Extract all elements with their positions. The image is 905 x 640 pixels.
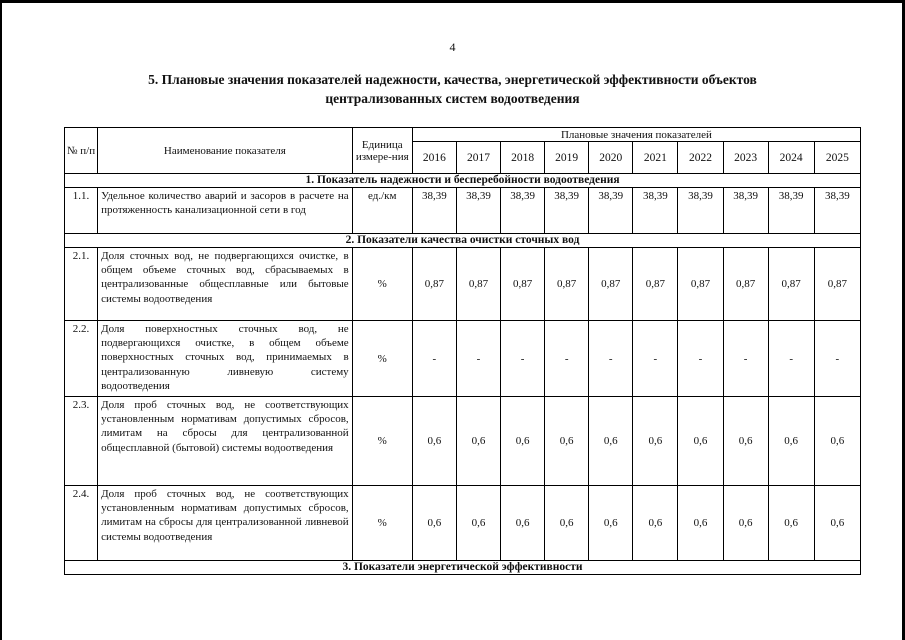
value-cell: 38,39 bbox=[814, 188, 860, 234]
row-number: 1.1. bbox=[65, 188, 98, 234]
value-cell: 0,6 bbox=[589, 397, 633, 486]
indicator-unit: % bbox=[352, 248, 412, 321]
value-cell: 38,39 bbox=[545, 188, 589, 234]
table-row bbox=[65, 188, 861, 234]
value-cell: 0,87 bbox=[633, 248, 678, 321]
section-heading: 1. Показатель надежности и бесперебойности водоотведения bbox=[65, 174, 861, 188]
header-year: 2025 bbox=[814, 142, 860, 174]
value-cell: 0,6 bbox=[768, 397, 814, 486]
value-cell: 0,6 bbox=[814, 486, 860, 561]
value-cell: 0,87 bbox=[589, 248, 633, 321]
value-cell: 0,6 bbox=[633, 486, 678, 561]
value-cell: 0,6 bbox=[723, 397, 768, 486]
row-number: 2.2. bbox=[65, 321, 98, 397]
header-unit: Единица измере-ния bbox=[352, 128, 412, 174]
value-cell: - bbox=[723, 321, 768, 397]
scan-border-top bbox=[0, 0, 905, 3]
value-cell: 38,39 bbox=[633, 188, 678, 234]
indicator-name: Доля поверхностных сточных вод, не подвергающихся очистке, в общем объеме поверхностных сточных вод, принимаемых в централизованную ливневую систему водоотведения bbox=[98, 321, 353, 397]
row-number: 2.1. bbox=[65, 248, 98, 321]
header-plan-values: Плановые значения показателей bbox=[412, 128, 860, 142]
value-cell: 0,6 bbox=[412, 486, 456, 561]
value-cell: - bbox=[768, 321, 814, 397]
value-cell: 38,39 bbox=[589, 188, 633, 234]
value-cell: - bbox=[589, 321, 633, 397]
value-cell: 0,6 bbox=[723, 486, 768, 561]
header-num: № п/п bbox=[65, 128, 98, 174]
value-cell: 0,87 bbox=[545, 248, 589, 321]
indicator-unit: % bbox=[352, 486, 412, 561]
value-cell: 0,6 bbox=[678, 397, 723, 486]
table-row bbox=[65, 486, 861, 561]
value-cell: 0,87 bbox=[501, 248, 545, 321]
value-cell: 0,6 bbox=[501, 397, 545, 486]
indicators-table bbox=[64, 127, 861, 575]
value-cell: 0,6 bbox=[768, 486, 814, 561]
value-cell: 0,6 bbox=[633, 397, 678, 486]
value-cell: 0,6 bbox=[501, 486, 545, 561]
row-number: 2.3. bbox=[65, 397, 98, 486]
value-cell: - bbox=[545, 321, 589, 397]
header-year: 2019 bbox=[545, 142, 589, 174]
value-cell: - bbox=[633, 321, 678, 397]
header-year: 2016 bbox=[412, 142, 456, 174]
header-name: Наименование показателя bbox=[98, 128, 353, 174]
header-year: 2017 bbox=[456, 142, 500, 174]
page-number: 4 bbox=[449, 40, 456, 54]
section-title-line-1: 5. Плановые значения показателей надежности, качества, энергетической эффективности объектов bbox=[148, 72, 757, 87]
value-cell: - bbox=[456, 321, 500, 397]
section-title-line-2: централизованных систем водоотведения bbox=[325, 91, 580, 106]
value-cell: 0,6 bbox=[456, 397, 500, 486]
section-heading: 3. Показатели энергетической эффективности bbox=[65, 561, 861, 575]
value-cell: 38,39 bbox=[678, 188, 723, 234]
indicator-name: Удельное количество аварий и засоров в расчете на протяженность канализационной сети в год bbox=[98, 188, 353, 234]
table-row bbox=[65, 321, 861, 397]
section-heading: 2. Показатели качества очистки сточных вод bbox=[65, 234, 861, 248]
indicator-name: Доля проб сточных вод, не соответствующих установленным нормативам допустимых сбросов, лимитам на сбросы для централизованной общесплавной (бытовой) системы водоотведения bbox=[98, 397, 353, 486]
header-year: 2023 bbox=[723, 142, 768, 174]
value-cell: 38,39 bbox=[456, 188, 500, 234]
value-cell: 38,39 bbox=[412, 188, 456, 234]
value-cell: - bbox=[412, 321, 456, 397]
value-cell: 0,87 bbox=[768, 248, 814, 321]
value-cell: - bbox=[678, 321, 723, 397]
indicator-name: Доля сточных вод, не подвергающихся очистке, в общем объеме сточных вод, сбрасываемых в централизованные общесплавные или бытовые системы водоотведения bbox=[98, 248, 353, 321]
header-year: 2024 bbox=[768, 142, 814, 174]
value-cell: 0,87 bbox=[814, 248, 860, 321]
value-cell: 38,39 bbox=[768, 188, 814, 234]
value-cell: 0,6 bbox=[545, 486, 589, 561]
value-cell: 0,6 bbox=[545, 397, 589, 486]
value-cell: 0,6 bbox=[456, 486, 500, 561]
value-cell: 38,39 bbox=[723, 188, 768, 234]
value-cell: 0,6 bbox=[412, 397, 456, 486]
value-cell: 0,6 bbox=[678, 486, 723, 561]
value-cell: 0,87 bbox=[412, 248, 456, 321]
value-cell: 0,6 bbox=[814, 397, 860, 486]
scan-border-left bbox=[0, 0, 2, 640]
header-year: 2018 bbox=[501, 142, 545, 174]
header-year: 2020 bbox=[589, 142, 633, 174]
indicator-unit: ед./км bbox=[352, 188, 412, 234]
value-cell: 0,87 bbox=[678, 248, 723, 321]
value-cell: 0,87 bbox=[456, 248, 500, 321]
value-cell: 0,6 bbox=[589, 486, 633, 561]
value-cell: 38,39 bbox=[501, 188, 545, 234]
table-row bbox=[65, 397, 861, 486]
indicator-name: Доля проб сточных вод, не соответствующих установленным нормативам допустимых сбросов, лимитам на сбросы для централизованной ливневой системы водоотведения bbox=[98, 486, 353, 561]
value-cell: - bbox=[501, 321, 545, 397]
value-cell: 0,87 bbox=[723, 248, 768, 321]
section-title bbox=[60, 70, 845, 108]
header-year: 2022 bbox=[678, 142, 723, 174]
header-year: 2021 bbox=[633, 142, 678, 174]
table-row bbox=[65, 248, 861, 321]
indicator-unit: % bbox=[352, 397, 412, 486]
value-cell: - bbox=[814, 321, 860, 397]
row-number: 2.4. bbox=[65, 486, 98, 561]
indicator-unit: % bbox=[352, 321, 412, 397]
